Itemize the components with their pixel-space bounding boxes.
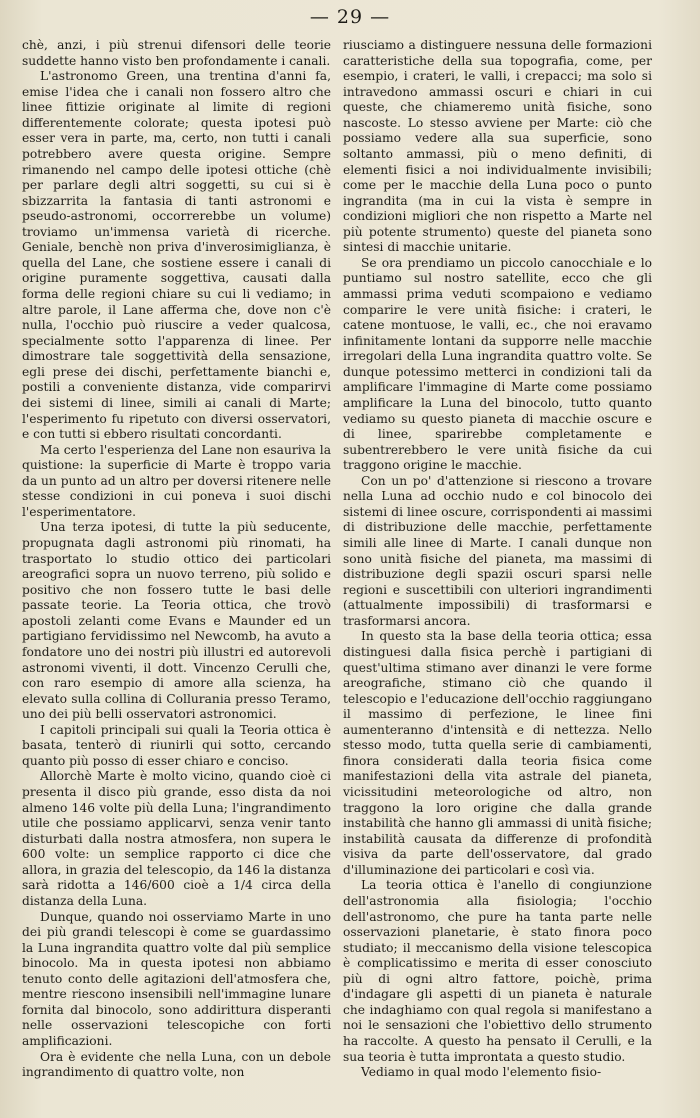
- paragraph: Se ora prendiamo un piccolo canocchiale e lo puntiamo sul nostro satellite, ecco che gli ammassi prima veduti scompaiono e vediamo comparire le vere unità fisiche: i crateri, le catene montuose, le valli, ec., che noi eravamo infinitamente lontani da supporre nelle macchie irregolari della Luna ingrandita quattro volte. Se dunque potessimo metterci in condizioni tali da amplificare l'immagine di Marte come possiamo amplificare la Luna del binocolo, tutto quanto vediamo su questo pianeta di macchie oscure e di linee, sparirebbe completamente e subentrerebbero le vere unità fisiche da cui traggono origine le macchie.: [343, 255, 652, 473]
- paragraph: Vediamo in qual modo l'elemento fisio-: [361, 1065, 602, 1080]
- paragraph: Dunque, quando noi osserviamo Marte in uno dei più grandi telescopi è come se guardassimo la Luna ingrandita quattro volte dal più semplice binocolo. Ma in questa ipotesi non abbiamo tenuto conto delle agitazioni dell'atmosfera che, mentre riescono insensibili nell'immagine lunare fornita dal binocolo, sono addirittura disperanti nelle osservazioni telescopiche con forti amplificazioni.: [22, 909, 331, 1048]
- paragraph: Una terza ipotesi, di tutte la più seducente, propugnata dagli astronomi più rinomati, ha trasportato lo studio ottico dei particolari areografici sopra un nuovo terreno, più solido e positivo che non fossero tutte le basi delle passate teorie. La Teoria ottica, che trovò apostoli zelanti come Evans e Maunder ed un partigiano fervidissimo nel Newcomb, ha avuto a fondatore uno dei nostri più illustri ed autorevoli astronomi viventi, il dott. Vincenzo Cerulli che, con raro esempio di amore alla scienza, ha elevato sulla collina di Collurania presso Teramo, uno dei più belli osservatori astronomici.: [22, 520, 331, 722]
- paragraph: L'astronomo Green, una trentina d'anni fa, emise l'idea che i canali non fossero altro che linee fittizie originate al limite di regioni differentemente colorate; questa ipotesi può esser vera in parte, ma, certo, non tutti i canali potrebbero avere questa origine. Sempre rimanendo nel campo delle ipotesi ottiche (chè per parlare degli altri soggetti, su cui si è sbizzarrita la fantasia di tanti astronomi e pseudo-astronomi, occorrerebbe un volume) troviamo un'immensa varietà di ricerche. Geniale, benchè non priva d'inverosimiglianza, è quella del Lane, che sostiene essere i canali di origine puramente soggettiva, causati dalla forma delle regioni chiare su cui li vediamo; in altre parole, il Lane afferma che, dove non c'è nulla, l'occhio può riuscire a veder qualcosa, specialmente sotto l'apparenza di linee. Per dimostrare tale soggettività della sensazione, egli prese dei dischi, perfettamente bianchi e, postili a conveniente distanza, vide comparirvi dei sistemi di linee, simili ai canali di Marte; l'esperimento fu ripetuto con diversi osservatori, e con tutti si ebbero risultati concordanti.: [22, 69, 331, 442]
- left-column: [22, 38, 331, 1081]
- page-number: — 29 —: [309, 6, 391, 28]
- paragraph: Ma certo l'esperienza del Lane non esauriva la quistione: la superficie di Marte è troppo varia da un punto ad un altro per doversi ritenere nelle stesse condizioni in cui poneva i suoi dischi l'esperimentatore.: [22, 442, 331, 519]
- paragraph: Allorchè Marte è molto vicino, quando cioè ci presenta il disco più grande, esso dista da noi almeno 146 volte più della Luna; l'ingrandimento utile che possiamo applicarvi, senza venir tanto disturbati dalla nostra atmosfera, non supera le 600 volte: un semplice rapporto ci dice che allora, in grazia del telescopio, da 146 la distanza sarà ridotta a 146/600 cioè a 1/4 circa della distanza della Luna.: [22, 769, 331, 908]
- paragraph: Ora è evidente che nella Luna, con un debole ingrandimento di quattro volte, non: [22, 1049, 331, 1080]
- paragraph: chè, anzi, i più strenui difensori delle teorie suddette hanno visto ben profondamente i canali.: [22, 38, 331, 68]
- paragraph: I capitoli principali sui quali la Teoria ottica è basata, tenterò di riunirli qui sotto, cercando quanto più posso di esser chiaro e conciso.: [22, 722, 331, 768]
- paragraph: La teoria ottica è l'anello di congiunzione dell'astronomia alla fisiologia; l'occhio dell'astronomo, che pure ha tanta parte nelle osservazioni planetarie, è stato finora poco studiato; il meccanismo della visione telescopica è complicatissimo e merita di esser conosciuto più di ogni altro fattore, poichè, prima d'indagare gli aspetti di un pianeta è naturale che indaghiamo con qual regola si manifestano a noi le sensazioni che l'obiettivo dello strumento ha raccolte. A questo ha pensato il Cerulli, e la sua teoria è tutta improntata a questo studio.: [343, 878, 652, 1064]
- paragraph: Con un po' d'attenzione si riescono a trovare nella Luna ad occhio nudo e col binocolo dei sistemi di linee oscure, corrispondenti ai massimi di distribuzione delle macchie, perfettamente simili alle linee di Marte. I canali dunque non sono unità fisiche del pianeta, ma massimi di distribuzione degli spazii oscuri sparsi nelle regioni e suscettibili con ulteriori ingrandimenti (attualmente impossibili) di trasformarsi e trasformarsi ancora.: [343, 473, 652, 628]
- paragraph: In questo sta la base della teoria ottica; essa distinguesi dalla fisica perchè i partigiani di quest'ultima stimano aver dinanzi le vere forme areografiche, stimano ciò che quando il telescopio e l'educazione dell'occhio raggiungano il massimo di perfezione, le linee fini aumenteranno d'intensità e di nettezza. Nello stesso modo, tutta quella serie di cambiamenti, finora considerati dalla teoria fisica come manifestazioni della vita astrale del pianeta, vicissitudini meteorologiche od altro, non traggono la loro origine che dalla grande instabilità che hanno gli ammassi di unità fisiche; instabilità causata da differenze di profondità visiva da parte dell'osservatore, dal grado d'illuminazione dei particolari e così via.: [343, 629, 652, 877]
- right-column: [343, 38, 652, 1081]
- paragraph: riusciamo a distinguere nessuna delle formazioni caratteristiche della sua topografia, come, per esempio, i crateri, le valli, i crepacci; ma solo si intravedono ammassi oscuri e chiari in cui queste, che chiameremo unità fisiche, sono nascoste. Lo stesso avviene per Marte: ciò che possiamo vedere alla sua superficie, sono soltanto ammassi, più o meno definiti, di elementi fisici a noi individualmente invisibili; come per le macchie della Luna poco o punto ingrandita (ma in cui la vista è sempre in condizioni migliori che non rispetto a Marte nel più potente strumento) queste del pianeta sono sintesi di macchie unitarie.: [343, 38, 652, 255]
